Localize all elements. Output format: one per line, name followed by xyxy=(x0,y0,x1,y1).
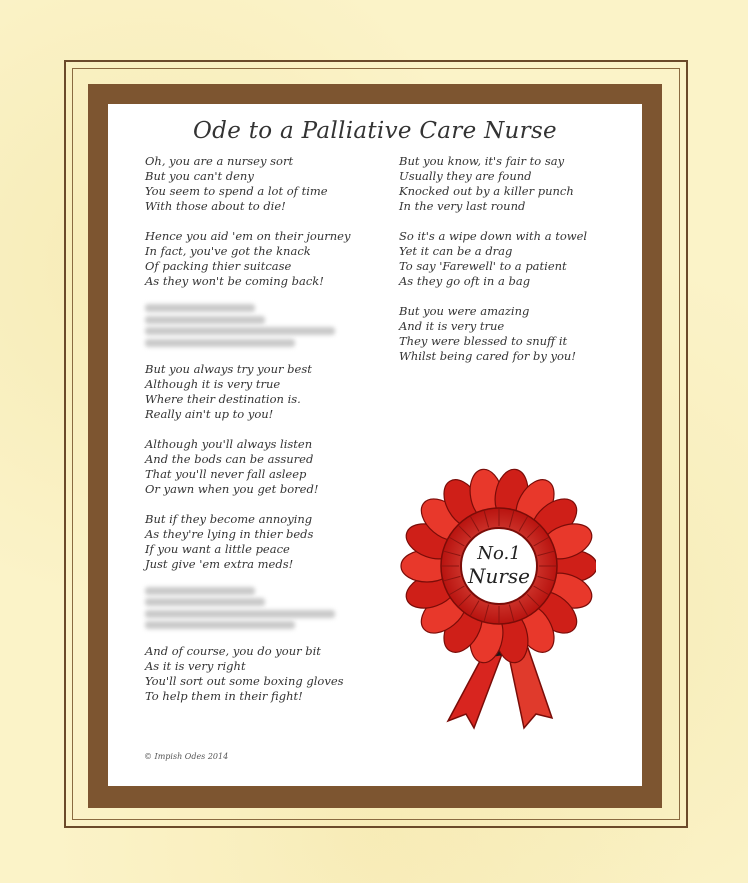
rosette-label-line2: Nurse xyxy=(467,564,531,588)
poem-line: So it's a wipe down with a towel xyxy=(399,229,588,243)
poem-line: To say 'Farewell' to a patient xyxy=(399,259,567,273)
blurred-stanza xyxy=(145,587,365,630)
poem-left-column xyxy=(145,154,365,719)
poem-line: And of course, you do your bit xyxy=(145,644,321,658)
poem-stanza xyxy=(399,304,619,364)
blurred-line xyxy=(145,621,295,629)
poem-line: In the very last round xyxy=(399,199,526,213)
poem-line: Although you'll always listen xyxy=(145,436,313,451)
poem-stanza xyxy=(145,437,365,497)
poem-line: And the bods can be assured xyxy=(145,451,314,466)
poem-line: As they go oft in a bag xyxy=(399,274,531,288)
poem-line: If you want a little peace xyxy=(145,541,290,556)
poem-line: You'll sort out some boxing gloves xyxy=(145,674,344,688)
blurred-line xyxy=(145,587,255,595)
poem-line: But if they become annoying xyxy=(145,511,313,526)
poem-line: Where their destination is. xyxy=(145,391,301,406)
poem-line: Although it is very true xyxy=(145,376,281,391)
poem-line: Or yawn when you get bored! xyxy=(145,481,319,496)
poem-line: In fact, you've got the knack xyxy=(145,244,311,258)
blurred-line xyxy=(145,304,255,312)
poem-line: And it is very true xyxy=(399,319,505,333)
poem-stanza xyxy=(399,154,619,214)
poem-line: Really ain't up to you! xyxy=(145,406,274,421)
poem-line: Just give 'em extra meds! xyxy=(145,556,294,571)
rosette-label-line1: No.1 xyxy=(477,543,521,564)
poem-line: That you'll never fall asleep xyxy=(145,466,307,481)
poem-stanza xyxy=(145,644,365,704)
poem-line: As they won't be coming back! xyxy=(145,274,324,288)
poem-line: They were blessed to snuff it xyxy=(399,334,568,348)
poem-line: Oh, you are a nursey sort xyxy=(145,154,294,168)
poem-line: You seem to spend a lot of time xyxy=(145,184,328,198)
poem-line: Knocked out by a killer punch xyxy=(399,184,574,198)
poem-line: But you always try your best xyxy=(145,361,312,376)
poem-stanza xyxy=(399,229,619,289)
blurred-line xyxy=(145,598,265,606)
blurred-line xyxy=(145,327,335,335)
poem-sheet xyxy=(108,104,642,786)
poem-line: But you were amazing xyxy=(399,304,530,318)
blurred-line xyxy=(145,339,295,347)
poem-line: To help them in their fight! xyxy=(145,689,303,703)
poem-right-column xyxy=(399,154,619,379)
blurred-line xyxy=(145,316,265,324)
poem-line: Yet it can be a drag xyxy=(399,244,513,258)
poem-stanza xyxy=(145,512,365,572)
poem-line: With those about to die! xyxy=(145,199,286,213)
poem-line: Hence you aid 'em on their journey xyxy=(145,229,351,243)
poem-line: But you know, it's fair to say xyxy=(399,154,565,168)
poem-stanza xyxy=(145,229,365,289)
blurred-stanza xyxy=(145,304,365,347)
blurred-line xyxy=(145,610,335,618)
poem-line: Usually they are found xyxy=(399,169,532,183)
poem-title: Ode to a Palliative Care Nurse xyxy=(193,118,557,144)
poem-line: Of packing thier suitcase xyxy=(145,259,292,273)
poem-line: As it is very right xyxy=(145,659,246,673)
poem-line: But you can't deny xyxy=(145,169,254,183)
poem-line: Whilst being cared for by you! xyxy=(399,349,576,363)
rosette-icon xyxy=(396,466,596,736)
poem-stanza xyxy=(145,362,365,422)
poem-line: As they're lying in thier beds xyxy=(145,526,314,541)
poem-stanza xyxy=(145,154,365,214)
copyright-notice: © Impish Odes 2014 xyxy=(144,752,229,761)
